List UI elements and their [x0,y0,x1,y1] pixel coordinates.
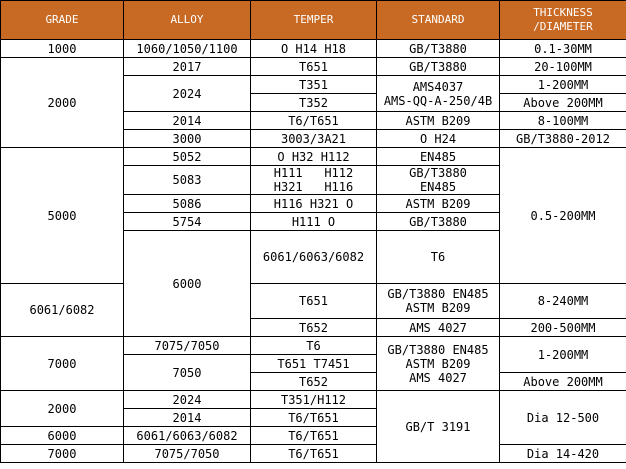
standard-cell: GB/T 3191 [377,391,500,463]
table-row [1,337,626,355]
alloy-cell: 6061/6063/6082 [124,427,251,445]
standard-cell: EN485 [377,148,500,166]
alloy-cell: 2024 [124,391,251,409]
grade-cell: 7000 [1,337,124,391]
temper-cell: T6/T651 [251,112,377,130]
header-thickness [500,1,626,40]
grade-cell: 3000 [124,130,251,148]
header-alloy: ALLOY [124,1,251,40]
header-thickness-line1: THICKNESS [533,6,593,19]
grade-cell: 5000 [1,148,124,284]
standard-cell: GB/T3880 [377,40,500,58]
thickness-cell: 8-240MM [500,284,626,319]
thickness-cell: 0.1-30MM [500,40,626,58]
standard-line: EN485 [419,180,457,194]
table-row [1,58,626,76]
temper-cell: T351/H112 [251,391,377,409]
grade-cell: 6000 [124,231,251,337]
temper-line: H111 H112 [273,166,354,180]
alloy-cell: 7075/7050 [124,337,251,355]
alloy-cell: 7050 [124,355,251,391]
temper-cell: O H32 H112 [251,148,377,166]
thickness-cell: 20-100MM [500,58,626,76]
temper-cell: T6/T651 [251,445,377,463]
temper-cell: T6 [377,231,500,284]
standard-cell [377,166,500,195]
thickness-cell: 1-200MM [500,76,626,94]
standard-line: GB/T3880 EN485 [387,287,489,301]
standard-line: AMS 4027 [409,370,467,385]
standard-line: GB/T3880 EN485 [387,342,489,357]
alloy-cell: 2017 [124,58,251,76]
standard-cell [377,284,500,319]
thickness-cell: Above 200MM [500,373,626,391]
alloy-cell: 6061/6082 [1,284,124,337]
temper-cell: T6/T651 [251,427,377,445]
temper-cell: O H14 H18 [251,40,377,58]
table-row [1,284,626,319]
standard-cell: ASTM B209 [377,112,500,130]
header-standard: STANDARD [377,1,500,40]
standard-cell: AMS 4027 [377,319,500,337]
header-grade: GRADE [1,1,124,40]
temper-cell: T352 [251,94,377,112]
thickness-cell: Dia 12-500 [500,391,626,445]
standard-cell: GB/T3880 [377,213,500,231]
temper-cell: T652 [251,373,377,391]
temper-cell: H111 O [251,213,377,231]
alloy-cell: 5052 [124,148,251,166]
header-thickness-line2: /DIAMETER [533,20,593,33]
header-temper: TEMPER [251,1,377,40]
thickness-cell: 200-500MM [500,319,626,337]
temper-cell: T6 [251,337,377,355]
alloy-cell: 2024 [124,76,251,112]
table-row [1,40,626,58]
grade-cell: 6000 [1,427,124,445]
alloy-cell: 5086 [124,195,251,213]
alloy-cell: 3003/3A21 [251,130,377,148]
table-row [1,445,626,463]
grade-cell: 2000 [1,58,124,148]
table-row [1,391,626,409]
table-row [1,148,626,166]
alloy-cell: 7075/7050 [124,445,251,463]
temper-cell: T351 [251,76,377,94]
thickness-cell: 1-200MM [500,337,626,373]
standard-line: ASTM B209 [405,301,471,315]
standard-cell [377,76,500,112]
temper-cell: H116 H321 O [251,195,377,213]
grade-cell: 1000 [1,40,124,58]
temper-cell: T651 [251,284,377,319]
temper-cell: T651 [251,58,377,76]
standard-line: AMS4037 [412,79,464,94]
alloy-cell: 2014 [124,409,251,427]
standard-cell: GB/T3880 [377,58,500,76]
standard-line: ASTM B209 [405,356,471,371]
standard-cell: ASTM B209 [377,195,500,213]
grade-cell: 7000 [1,445,124,463]
temper-line: H321 H116 [273,180,354,194]
thickness-cell: Dia 14-420 [500,445,626,463]
alloy-cell: 5083 [124,166,251,195]
grade-cell: 2000 [1,391,124,427]
temper-cell: T6/T651 [251,409,377,427]
temper-cell: O H24 [377,130,500,148]
alloy-cell: 5754 [124,213,251,231]
standard-line: GB/T3880 [409,166,467,180]
standard-cell: GB/T3880-2012 [500,130,626,148]
temper-cell: T651 T7451 [251,355,377,373]
standard-line: AMS-QQ-A-250/4B [383,93,493,108]
thickness-cell: 0.5-200MM [500,148,626,284]
standard-cell [377,337,500,391]
temper-cell: T652 [251,319,377,337]
alloy-cell: 2014 [124,112,251,130]
thickness-cell: 8-100MM [500,112,626,130]
alloy-cell: 1060/1050/1100 [124,40,251,58]
alloy-cell: 6061/6063/6082 [251,231,377,284]
temper-cell [251,166,377,195]
header-row [1,1,626,40]
thickness-cell: Above 200MM [500,94,626,112]
